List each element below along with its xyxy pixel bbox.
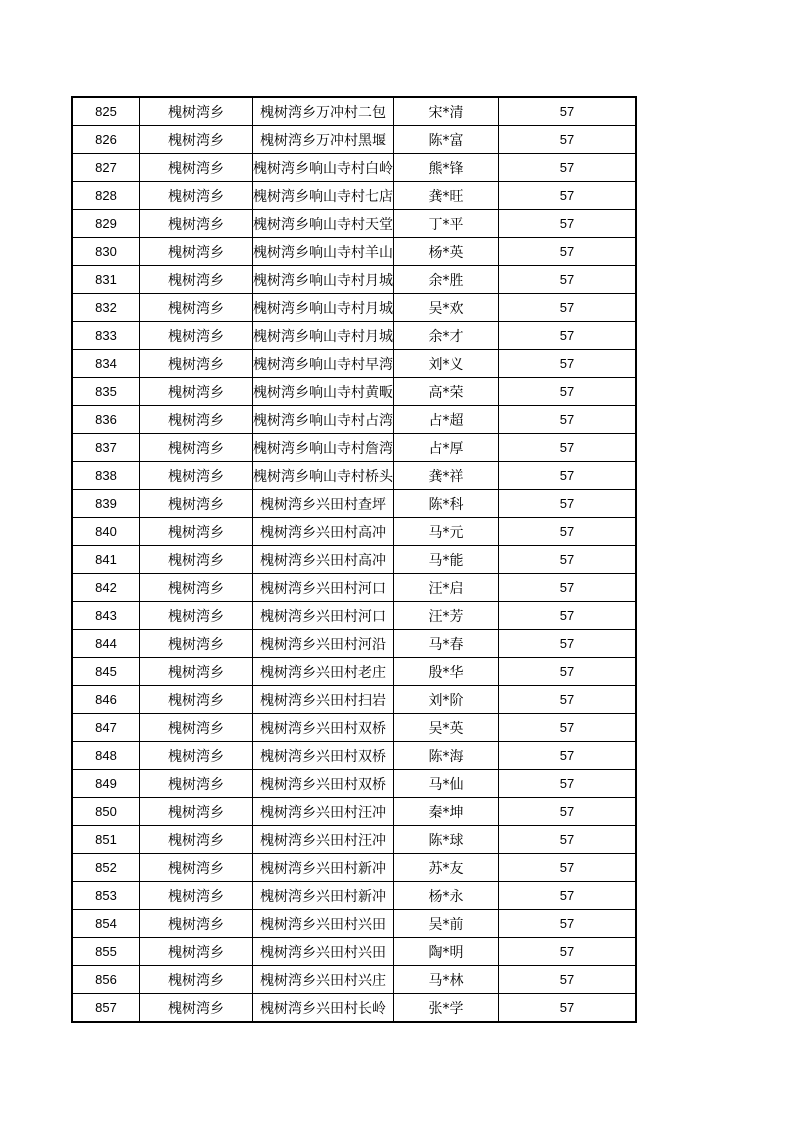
row-number-cell: 855	[72, 938, 140, 966]
table-row	[72, 97, 636, 126]
address-text: 槐树湾乡兴田村高冲	[260, 524, 386, 541]
amount-cell: 57	[499, 686, 637, 714]
table-row	[72, 658, 636, 686]
row-number-cell: 830	[72, 238, 140, 266]
township-cell: 槐树湾乡	[140, 966, 253, 994]
township-cell: 槐树湾乡	[140, 97, 253, 126]
person-name-cell: 吴*前	[394, 910, 499, 938]
person-name-cell: 龚*祥	[394, 462, 499, 490]
row-number-cell: 845	[72, 658, 140, 686]
township-cell: 槐树湾乡	[140, 770, 253, 798]
amount-cell: 57	[499, 966, 637, 994]
row-number-cell: 854	[72, 910, 140, 938]
address-cell	[253, 686, 394, 714]
address-text: 槐树湾乡响山寺村月城	[253, 272, 393, 289]
table-row	[72, 406, 636, 434]
address-text: 槐树湾乡响山寺村早湾	[253, 356, 393, 373]
amount-cell: 57	[499, 378, 637, 406]
row-number-cell: 828	[72, 182, 140, 210]
person-name-cell: 马*能	[394, 546, 499, 574]
address-text: 槐树湾乡兴田村兴庄	[260, 972, 386, 989]
address-text: 槐树湾乡兴田村查坪	[260, 496, 386, 513]
table-row	[72, 826, 636, 854]
township-cell: 槐树湾乡	[140, 854, 253, 882]
person-name-cell: 熊*锋	[394, 154, 499, 182]
township-cell: 槐树湾乡	[140, 322, 253, 350]
address-text: 槐树湾乡万冲村黑堰	[260, 132, 386, 149]
township-cell: 槐树湾乡	[140, 910, 253, 938]
address-cell	[253, 658, 394, 686]
table-row	[72, 770, 636, 798]
address-cell	[253, 238, 394, 266]
address-cell	[253, 97, 394, 126]
township-cell: 槐树湾乡	[140, 126, 253, 154]
address-cell	[253, 378, 394, 406]
row-number-cell: 826	[72, 126, 140, 154]
amount-cell: 57	[499, 97, 637, 126]
person-name-cell: 刘*义	[394, 350, 499, 378]
amount-cell: 57	[499, 658, 637, 686]
township-cell: 槐树湾乡	[140, 742, 253, 770]
address-text: 槐树湾乡兴田村河口	[260, 608, 386, 625]
township-cell: 槐树湾乡	[140, 294, 253, 322]
amount-cell: 57	[499, 574, 637, 602]
person-name-cell: 占*厚	[394, 434, 499, 462]
township-cell: 槐树湾乡	[140, 714, 253, 742]
amount-cell: 57	[499, 882, 637, 910]
address-text: 槐树湾乡兴田村双桥	[260, 720, 386, 737]
amount-cell: 57	[499, 854, 637, 882]
address-text: 槐树湾乡兴田村兴田	[260, 944, 386, 961]
person-name-cell: 吴*欢	[394, 294, 499, 322]
amount-cell: 57	[499, 462, 637, 490]
table-row	[72, 154, 636, 182]
row-number-cell: 827	[72, 154, 140, 182]
address-cell	[253, 882, 394, 910]
table-row	[72, 910, 636, 938]
person-name-cell: 马*元	[394, 518, 499, 546]
address-text: 槐树湾乡响山寺村黄畈	[253, 384, 393, 401]
table-row	[72, 182, 636, 210]
person-name-cell: 吴*英	[394, 714, 499, 742]
township-cell: 槐树湾乡	[140, 602, 253, 630]
address-text: 槐树湾乡兴田村河口	[260, 580, 386, 597]
address-cell	[253, 854, 394, 882]
table-row	[72, 994, 636, 1023]
table-row	[72, 938, 636, 966]
address-text: 槐树湾乡兴田村汪冲	[260, 832, 386, 849]
township-cell: 槐树湾乡	[140, 686, 253, 714]
row-number-cell: 852	[72, 854, 140, 882]
table-row	[72, 602, 636, 630]
amount-cell: 57	[499, 350, 637, 378]
table-row	[72, 882, 636, 910]
amount-cell: 57	[499, 490, 637, 518]
person-name-cell: 陈*科	[394, 490, 499, 518]
address-text: 槐树湾乡兴田村扫岩	[260, 692, 386, 709]
row-number-cell: 825	[72, 97, 140, 126]
table-row	[72, 854, 636, 882]
person-name-cell: 占*超	[394, 406, 499, 434]
address-text: 槐树湾乡兴田村双桥	[260, 776, 386, 793]
table-row	[72, 378, 636, 406]
row-number-cell: 842	[72, 574, 140, 602]
address-cell	[253, 490, 394, 518]
person-name-cell: 汪*芳	[394, 602, 499, 630]
address-cell	[253, 630, 394, 658]
township-cell: 槐树湾乡	[140, 154, 253, 182]
table-row	[72, 322, 636, 350]
address-cell	[253, 742, 394, 770]
person-name-cell: 陈*海	[394, 742, 499, 770]
roster-table-body	[72, 97, 636, 1022]
township-cell: 槐树湾乡	[140, 490, 253, 518]
address-text: 槐树湾乡响山寺村詹湾	[253, 440, 393, 457]
address-text: 槐树湾乡兴田村兴田	[260, 916, 386, 933]
address-cell	[253, 294, 394, 322]
row-number-cell: 837	[72, 434, 140, 462]
address-text: 槐树湾乡响山寺村羊山	[253, 244, 393, 261]
amount-cell: 57	[499, 742, 637, 770]
table-row	[72, 966, 636, 994]
township-cell: 槐树湾乡	[140, 546, 253, 574]
table-row	[72, 434, 636, 462]
address-cell	[253, 350, 394, 378]
row-number-cell: 833	[72, 322, 140, 350]
amount-cell: 57	[499, 546, 637, 574]
row-number-cell: 832	[72, 294, 140, 322]
township-cell: 槐树湾乡	[140, 938, 253, 966]
township-cell: 槐树湾乡	[140, 350, 253, 378]
amount-cell: 57	[499, 798, 637, 826]
roster-table	[71, 96, 637, 1023]
township-cell: 槐树湾乡	[140, 182, 253, 210]
address-cell	[253, 910, 394, 938]
township-cell: 槐树湾乡	[140, 630, 253, 658]
address-cell	[253, 434, 394, 462]
person-name-cell: 马*仙	[394, 770, 499, 798]
row-number-cell: 849	[72, 770, 140, 798]
row-number-cell: 829	[72, 210, 140, 238]
person-name-cell: 龚*旺	[394, 182, 499, 210]
person-name-cell: 高*荣	[394, 378, 499, 406]
amount-cell: 57	[499, 210, 637, 238]
address-cell	[253, 826, 394, 854]
row-number-cell: 831	[72, 266, 140, 294]
address-text: 槐树湾乡兴田村双桥	[260, 748, 386, 765]
row-number-cell: 836	[72, 406, 140, 434]
person-name-cell: 杨*永	[394, 882, 499, 910]
address-cell	[253, 714, 394, 742]
table-row	[72, 350, 636, 378]
amount-cell: 57	[499, 602, 637, 630]
township-cell: 槐树湾乡	[140, 266, 253, 294]
person-name-cell: 丁*平	[394, 210, 499, 238]
address-cell	[253, 546, 394, 574]
amount-cell: 57	[499, 182, 637, 210]
person-name-cell: 秦*坤	[394, 798, 499, 826]
amount-cell: 57	[499, 938, 637, 966]
table-row	[72, 462, 636, 490]
table-row	[72, 714, 636, 742]
row-number-cell: 853	[72, 882, 140, 910]
address-cell	[253, 770, 394, 798]
row-number-cell: 848	[72, 742, 140, 770]
table-row	[72, 686, 636, 714]
address-text: 槐树湾乡响山寺村桥头	[253, 468, 393, 485]
address-text: 槐树湾乡兴田村老庄	[260, 664, 386, 681]
amount-cell: 57	[499, 518, 637, 546]
table-row	[72, 742, 636, 770]
address-text: 槐树湾乡兴田村新冲	[260, 888, 386, 905]
address-text: 槐树湾乡响山寺村占湾	[253, 412, 393, 429]
row-number-cell: 841	[72, 546, 140, 574]
address-text: 槐树湾乡响山寺村白岭	[253, 160, 393, 177]
table-row	[72, 546, 636, 574]
table-row	[72, 490, 636, 518]
person-name-cell: 张*学	[394, 994, 499, 1023]
table-row	[72, 630, 636, 658]
address-text: 槐树湾乡万冲村二包	[260, 104, 386, 121]
person-name-cell: 陶*明	[394, 938, 499, 966]
amount-cell: 57	[499, 406, 637, 434]
address-text: 槐树湾乡兴田村长岭	[260, 1000, 386, 1017]
address-cell	[253, 266, 394, 294]
amount-cell: 57	[499, 714, 637, 742]
address-cell	[253, 602, 394, 630]
township-cell: 槐树湾乡	[140, 462, 253, 490]
amount-cell: 57	[499, 826, 637, 854]
person-name-cell: 马*林	[394, 966, 499, 994]
table-row	[72, 238, 636, 266]
table-row	[72, 518, 636, 546]
address-cell	[253, 462, 394, 490]
address-text: 槐树湾乡响山寺村月城	[253, 300, 393, 317]
township-cell: 槐树湾乡	[140, 210, 253, 238]
address-cell	[253, 798, 394, 826]
table-row	[72, 210, 636, 238]
address-text: 槐树湾乡兴田村新冲	[260, 860, 386, 877]
address-cell	[253, 994, 394, 1023]
amount-cell: 57	[499, 770, 637, 798]
address-cell	[253, 574, 394, 602]
address-text: 槐树湾乡响山寺村月城	[253, 328, 393, 345]
township-cell: 槐树湾乡	[140, 574, 253, 602]
row-number-cell: 840	[72, 518, 140, 546]
person-name-cell: 苏*友	[394, 854, 499, 882]
township-cell: 槐树湾乡	[140, 378, 253, 406]
table-row	[72, 126, 636, 154]
row-number-cell: 850	[72, 798, 140, 826]
person-name-cell: 余*胜	[394, 266, 499, 294]
amount-cell: 57	[499, 294, 637, 322]
person-name-cell: 马*春	[394, 630, 499, 658]
address-text: 槐树湾乡兴田村高冲	[260, 552, 386, 569]
table-row	[72, 266, 636, 294]
address-cell	[253, 210, 394, 238]
address-cell	[253, 322, 394, 350]
row-number-cell: 846	[72, 686, 140, 714]
row-number-cell: 847	[72, 714, 140, 742]
person-name-cell: 陈*球	[394, 826, 499, 854]
township-cell: 槐树湾乡	[140, 882, 253, 910]
amount-cell: 57	[499, 322, 637, 350]
township-cell: 槐树湾乡	[140, 434, 253, 462]
row-number-cell: 857	[72, 994, 140, 1023]
person-name-cell: 陈*富	[394, 126, 499, 154]
amount-cell: 57	[499, 910, 637, 938]
person-name-cell: 殷*华	[394, 658, 499, 686]
amount-cell: 57	[499, 630, 637, 658]
township-cell: 槐树湾乡	[140, 518, 253, 546]
row-number-cell: 844	[72, 630, 140, 658]
address-text: 槐树湾乡兴田村河沿	[260, 636, 386, 653]
person-name-cell: 刘*阶	[394, 686, 499, 714]
address-cell	[253, 938, 394, 966]
row-number-cell: 856	[72, 966, 140, 994]
table-row	[72, 574, 636, 602]
address-cell	[253, 154, 394, 182]
township-cell: 槐树湾乡	[140, 406, 253, 434]
township-cell: 槐树湾乡	[140, 826, 253, 854]
township-cell: 槐树湾乡	[140, 994, 253, 1023]
address-cell	[253, 126, 394, 154]
address-text: 槐树湾乡响山寺村七店	[253, 188, 393, 205]
address-cell	[253, 966, 394, 994]
person-name-cell: 汪*启	[394, 574, 499, 602]
row-number-cell: 834	[72, 350, 140, 378]
person-name-cell: 杨*英	[394, 238, 499, 266]
amount-cell: 57	[499, 266, 637, 294]
person-name-cell: 余*才	[394, 322, 499, 350]
person-name-cell: 宋*清	[394, 97, 499, 126]
amount-cell: 57	[499, 994, 637, 1023]
row-number-cell: 843	[72, 602, 140, 630]
township-cell: 槐树湾乡	[140, 798, 253, 826]
amount-cell: 57	[499, 238, 637, 266]
township-cell: 槐树湾乡	[140, 658, 253, 686]
address-text: 槐树湾乡兴田村汪冲	[260, 804, 386, 821]
amount-cell: 57	[499, 434, 637, 462]
table-row	[72, 798, 636, 826]
address-cell	[253, 182, 394, 210]
amount-cell: 57	[499, 126, 637, 154]
amount-cell: 57	[499, 154, 637, 182]
address-cell	[253, 406, 394, 434]
table-row	[72, 294, 636, 322]
row-number-cell: 851	[72, 826, 140, 854]
row-number-cell: 839	[72, 490, 140, 518]
address-cell	[253, 518, 394, 546]
township-cell: 槐树湾乡	[140, 238, 253, 266]
address-text: 槐树湾乡响山寺村天堂	[253, 216, 393, 233]
row-number-cell: 835	[72, 378, 140, 406]
row-number-cell: 838	[72, 462, 140, 490]
